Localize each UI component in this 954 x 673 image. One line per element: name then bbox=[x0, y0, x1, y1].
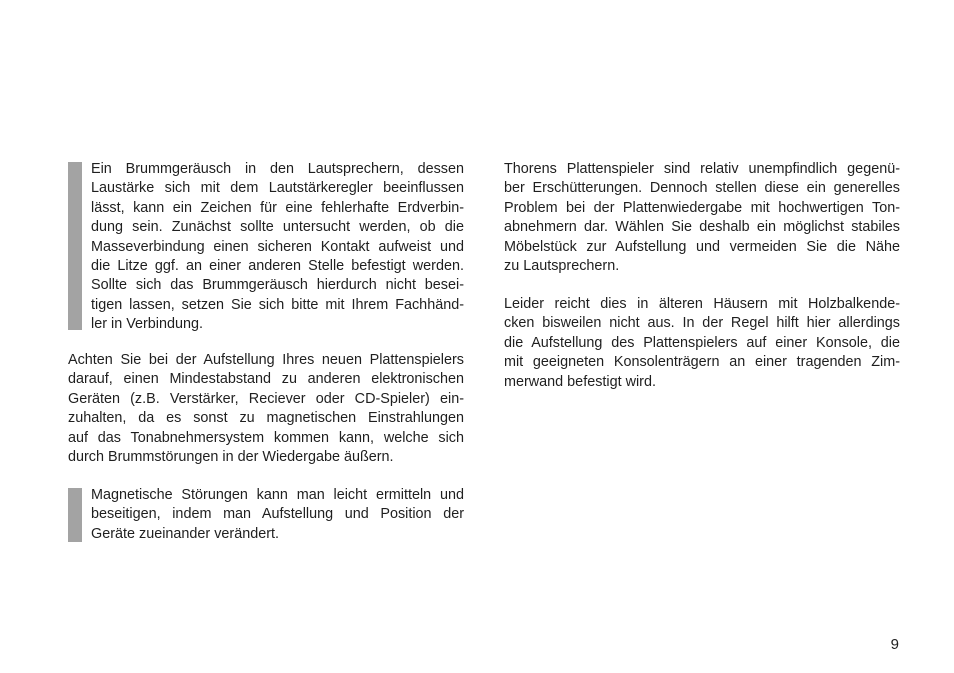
text-line: zuhalten, da es sonst zu magnetischen Einstrahlungen bbox=[68, 410, 464, 427]
text-line: zu Lautsprechern. bbox=[504, 258, 620, 275]
paragraph-console-mounting bbox=[504, 295, 900, 392]
paragraph-placement-distance bbox=[68, 351, 464, 467]
text-line: Möbelstück zur Aufstellung und vermeiden Sie die Nähe bbox=[504, 238, 900, 255]
text-line: Thorens Plattenspieler sind relativ unempfindlich gegenü- bbox=[504, 161, 900, 177]
text-line: die Aufstellung des Plattenspielers auf einer Konsole, die bbox=[504, 334, 900, 351]
note-text-grounding bbox=[91, 160, 464, 335]
text-line: ler in Verbindung. bbox=[91, 316, 204, 333]
text-line: beseitigen, indem man Aufstellung und Position der bbox=[91, 506, 464, 523]
note-callout-grounding bbox=[68, 160, 464, 332]
text-line: Laustärke sich mit dem Lautstärkeregler beeinflussen bbox=[91, 180, 464, 197]
page-number: 9 bbox=[890, 636, 899, 653]
text-line: Problem bei der Plattenwiedergabe mit hochwertigen Ton- bbox=[504, 199, 900, 216]
text-line: dung sein. Zunächst sollte untersucht werden, ob die bbox=[91, 219, 464, 236]
text-line: Masseverbindung einen sicheren Kontakt aufweist und bbox=[91, 238, 464, 255]
text-line: darauf, einen Mindestabstand zu anderen elektronischen bbox=[68, 371, 464, 388]
note-marker-bar bbox=[68, 488, 82, 542]
text-line: mit geeigneten Konsolenträgern an einer tragenden Zim- bbox=[504, 354, 900, 371]
text-line: Leider reicht dies in älteren Häusern mit Holzbalkende- bbox=[504, 296, 900, 312]
text-line: Sollte sich das Brummgeräusch hierdurch nicht besei- bbox=[91, 277, 464, 294]
text-line: Geräte zueinander verändert. bbox=[91, 525, 279, 542]
text-line: merwand befestigt wird. bbox=[504, 373, 656, 390]
text-line: cken bisweilen nicht aus. In der Regel hilft hier allerdings bbox=[504, 315, 900, 332]
text-line: lässt, kann ein Zeichen für eine fehlerhafte Erdverbin- bbox=[91, 199, 464, 216]
text-line: tigen lassen, setzen Sie sich bitte mit Ihrem Fachhänd- bbox=[91, 296, 464, 313]
text-line: Magnetische Störungen kann man leicht ermitteln und bbox=[91, 487, 464, 503]
text-line: Achten Sie bei der Aufstellung Ihres neuen Plattenspielers bbox=[68, 352, 464, 368]
text-line: ber Erschütterungen. Dennoch stellen diese ein generelles bbox=[504, 180, 900, 197]
text-line: Ein Brummgeräusch in den Lautsprechern, dessen bbox=[91, 161, 464, 177]
note-text-magnetic bbox=[91, 486, 464, 544]
note-callout-magnetic bbox=[68, 486, 464, 546]
text-line: durch Brummstörungen in der Wiedergabe äußern. bbox=[68, 449, 394, 466]
text-line: auf das Tonabnehmersystem kommen kann, welche sich bbox=[68, 429, 464, 446]
text-line: abnehmern dar. Wählen Sie deshalb ein möglichst stabiles bbox=[504, 219, 900, 236]
paragraph-vibration bbox=[504, 160, 900, 276]
text-line: die Litze ggf. an einer anderen Stelle befestigt werden. bbox=[91, 258, 464, 275]
text-line: Geräten (z.B. Verstärker, Reciever oder CD-Spieler) ein- bbox=[68, 390, 464, 407]
note-marker-bar bbox=[68, 162, 82, 330]
